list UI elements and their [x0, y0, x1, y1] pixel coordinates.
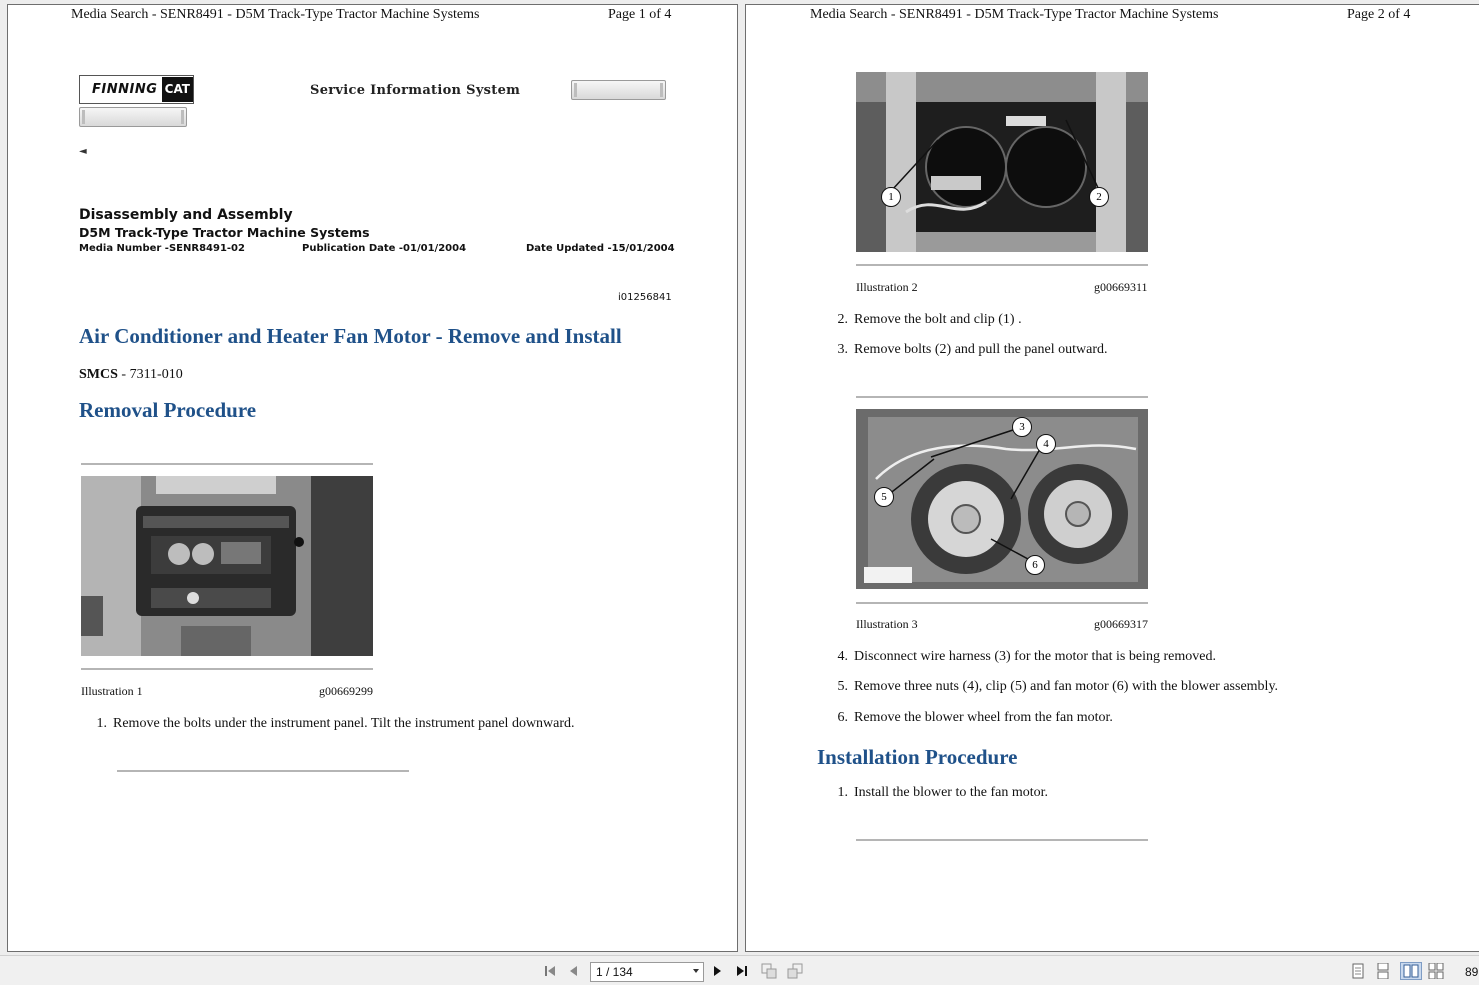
step-text: Install the blower to the fan motor. [854, 785, 1049, 800]
page-number-input[interactable] [590, 962, 704, 982]
pdf-page-2 [745, 4, 1479, 952]
step-item [830, 679, 1278, 695]
step-number: 1. [96, 716, 107, 731]
media-number: Media Number -SENR8491-02 [79, 243, 245, 254]
viewer-toolbar [0, 955, 1479, 985]
last-page-icon[interactable] [733, 962, 751, 980]
illustration-3-photo [856, 409, 1148, 589]
step-item [830, 710, 1113, 726]
page-header-title: Media Search - SENR8491 - D5M Track-Type Tractor Machine Systems [810, 7, 1219, 22]
step-text: Remove three nuts (4), clip (5) and fan motor (6) with the blower assembly. [854, 679, 1279, 694]
rotate-left-icon[interactable] [760, 962, 778, 980]
callout-badge: 3 [1012, 417, 1032, 437]
callout-badge: 2 [1089, 187, 1109, 207]
first-page-icon[interactable] [541, 962, 559, 980]
step-text: Disconnect wire harness (3) for the motor that is being removed. [854, 649, 1216, 664]
step-text: Remove the bolt and clip (1) . [854, 312, 1022, 327]
step-number: 3. [837, 342, 848, 357]
smcs-label: SMCS [79, 367, 118, 382]
step-number: 2. [837, 312, 848, 327]
sis-nav-button[interactable] [79, 107, 187, 127]
divider [856, 839, 1148, 841]
illustration-2-code: g00669311 [1094, 280, 1148, 294]
removal-heading: Removal Procedure [79, 398, 257, 422]
continuous-two-page-icon[interactable] [1427, 962, 1445, 980]
illustration-3-code: g00669317 [1094, 617, 1148, 631]
step-item [89, 716, 575, 732]
illustration-1-code: g00669299 [319, 684, 373, 698]
back-arrow-icon[interactable]: ◄ [79, 146, 87, 157]
page-number: Page 2 of 4 [1347, 7, 1411, 22]
callout-badge: 6 [1025, 555, 1045, 575]
page-indicator: 1 / 134 [596, 965, 633, 979]
page-heading: Air Conditioner and Heater Fan Motor - Remove and Install [79, 324, 622, 348]
next-page-icon[interactable] [708, 962, 726, 980]
doc-title: Disassembly and Assembly [79, 207, 293, 223]
callout-badge: 5 [874, 487, 894, 507]
illustration-1-label: Illustration 1 [81, 684, 143, 698]
prev-page-icon[interactable] [565, 962, 583, 980]
finning-cat-logo [79, 75, 194, 104]
step-number: 6. [837, 710, 848, 725]
smcs-value: - 7311-010 [117, 367, 183, 382]
step-item [830, 342, 1108, 358]
illustration-1-photo [81, 476, 373, 656]
divider [856, 602, 1148, 604]
rotate-right-icon[interactable] [786, 962, 804, 980]
two-page-icon[interactable] [1400, 962, 1422, 980]
sis-search-button[interactable] [571, 80, 666, 100]
step-item [830, 312, 1022, 328]
logo-finning-text: FINNING [92, 82, 158, 97]
step-text: Remove the blower wheel from the fan motor. [854, 710, 1113, 725]
single-page-icon[interactable] [1349, 962, 1367, 980]
smcs-code [79, 367, 183, 383]
chevron-down-icon[interactable] [693, 969, 699, 973]
publication-date: Publication Date -01/01/2004 [302, 243, 467, 254]
divider [81, 668, 373, 670]
zoom-level[interactable]: 89 [1465, 965, 1479, 979]
continuous-icon[interactable] [1374, 962, 1392, 980]
date-updated: Date Updated -15/01/2004 [526, 243, 675, 254]
divider [856, 264, 1148, 266]
step-text: Remove the bolts under the instrument panel. Tilt the instrument panel downward. [113, 716, 575, 731]
illustration-2-photo [856, 72, 1148, 252]
illustration-2-label: Illustration 2 [856, 280, 918, 294]
step-number: 4. [837, 649, 848, 664]
installation-heading: Installation Procedure [817, 745, 1018, 769]
step-item [830, 785, 1048, 801]
page-header-title: Media Search - SENR8491 - D5M Track-Type Tractor Machine Systems [71, 7, 480, 22]
step-number: 1. [837, 785, 848, 800]
doc-id: i01256841 [618, 292, 672, 303]
divider [81, 463, 373, 465]
divider [856, 396, 1148, 398]
callout-badge: 4 [1036, 434, 1056, 454]
step-text: Remove bolts (2) and pull the panel outward. [854, 342, 1108, 357]
pdf-page-1 [7, 4, 738, 952]
divider [117, 770, 409, 772]
illustration-3-label: Illustration 3 [856, 617, 918, 631]
page-number: Page 1 of 4 [608, 7, 672, 22]
callout-badge: 1 [881, 187, 901, 207]
step-item [830, 649, 1216, 665]
step-number: 5. [837, 679, 848, 694]
logo-cat-text: CAT [162, 77, 193, 102]
sis-title: Service Information System [310, 83, 521, 98]
doc-subtitle: D5M Track-Type Tractor Machine Systems [79, 225, 370, 240]
